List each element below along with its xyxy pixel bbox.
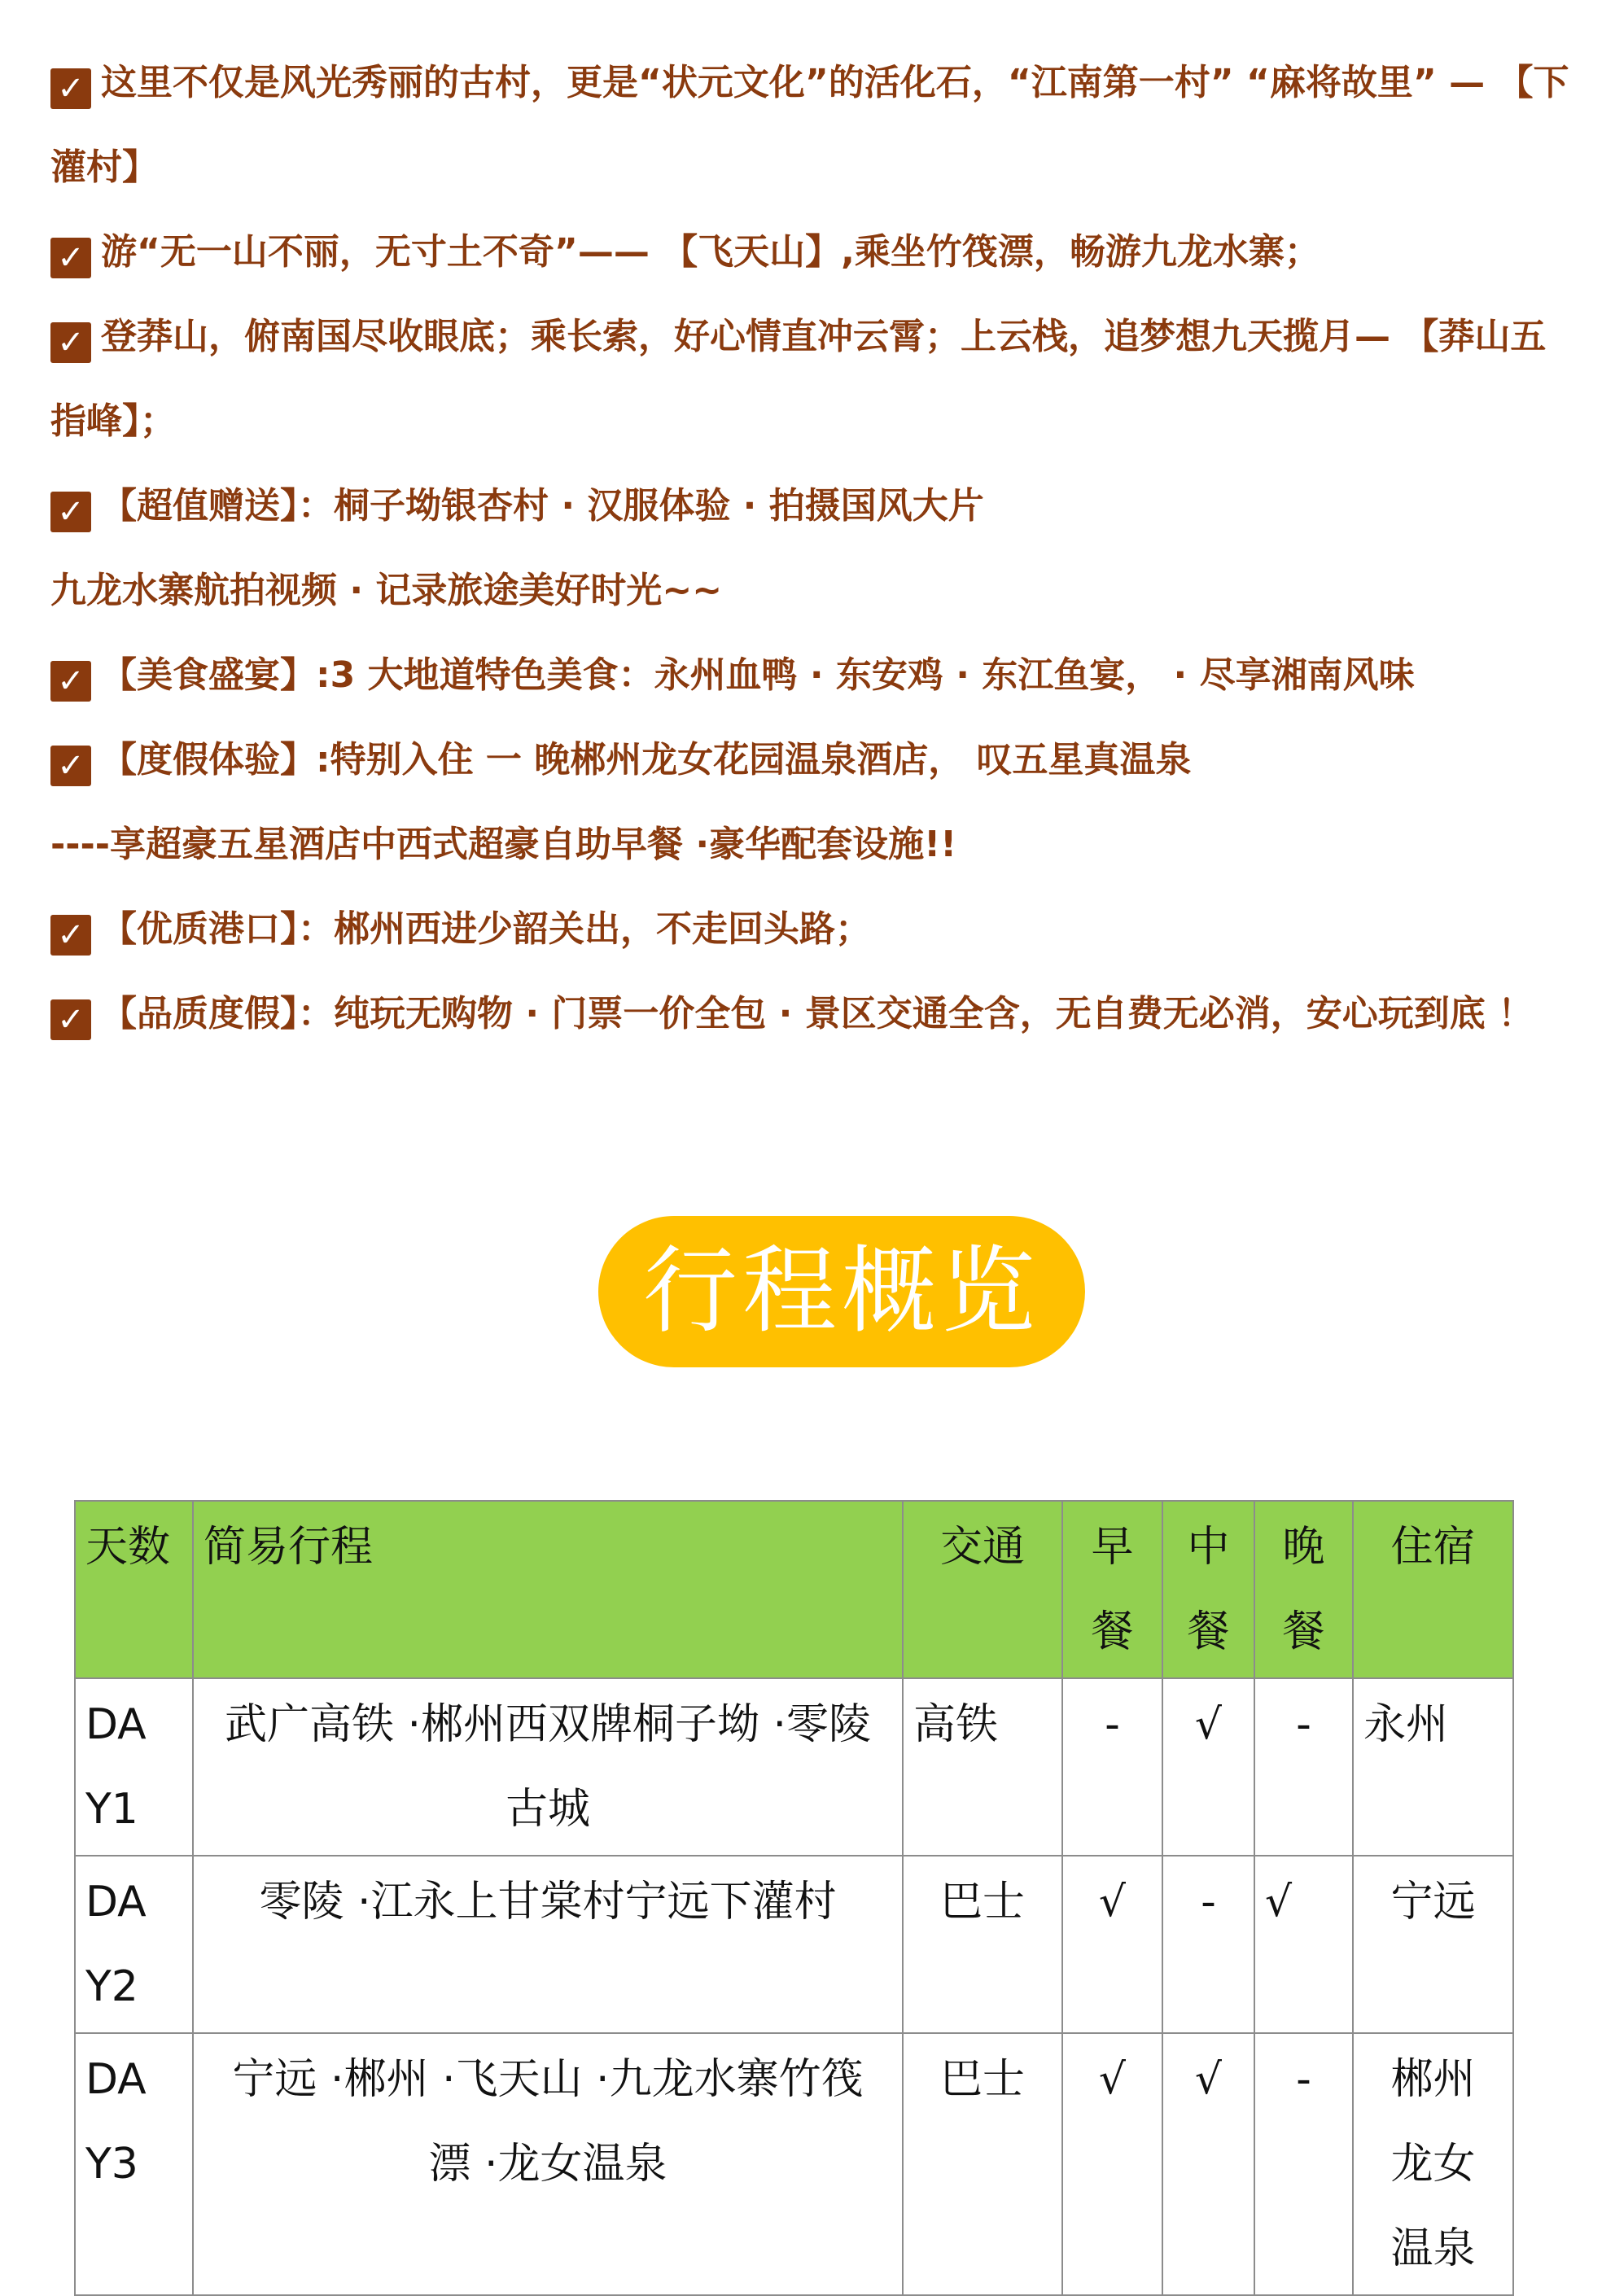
cell-lunch: √ bbox=[1162, 2033, 1254, 2295]
highlight-item bbox=[50, 633, 1581, 718]
itinerary-table bbox=[74, 1500, 1514, 2296]
cell-dinner: √ bbox=[1254, 1856, 1353, 2033]
cell-lodging: 宁远 bbox=[1353, 1856, 1513, 2033]
cell-lunch: - bbox=[1162, 1856, 1254, 2033]
highlight-item bbox=[50, 295, 1581, 464]
table-row bbox=[75, 2033, 1513, 2295]
highlight-text: 【美食盛宴】:3 大地道特色美食：永州血鸭 · 东安鸡 · 东江鱼宴， · 尽享湘南风味 bbox=[101, 654, 1415, 696]
highlight-item bbox=[50, 718, 1581, 803]
cell-lodging: 永州 bbox=[1353, 1678, 1513, 1856]
highlight-text: 游“无一山不丽，无寸土不奇”—— 【飞天山】,乘坐竹筏漂，畅游九龙水寨； bbox=[101, 231, 1320, 273]
checkbox-checked-icon: ✓ bbox=[50, 915, 91, 956]
checkbox-checked-icon: ✓ bbox=[50, 322, 91, 363]
highlight-text: 这里不仅是风光秀丽的古村，更是“状元文化”的活化石，“江南第一村” “麻将故里” — 【下灌村】 bbox=[50, 62, 1569, 188]
cell-route: 宁远 ·郴州 ·飞天山 ·九龙水寨竹筏 漂 ·龙女温泉 bbox=[193, 2033, 903, 2295]
section-title: 行程概览 bbox=[643, 1236, 1040, 1346]
table-row bbox=[75, 1856, 1513, 2033]
highlight-item bbox=[50, 41, 1581, 210]
highlight-text: 九龙水寨航拍视频 · 记录旅途美好时光~~ bbox=[50, 570, 723, 611]
cell-lodging: 郴州 龙女 温泉 bbox=[1353, 2033, 1513, 2295]
highlight-text: 【优质港口】：郴州西进少韶关出，不走回头路； bbox=[101, 908, 871, 950]
cell-breakfast: - bbox=[1062, 1678, 1162, 1856]
cell-lunch: √ bbox=[1162, 1678, 1254, 1856]
checkbox-checked-icon: ✓ bbox=[50, 746, 91, 786]
highlight-item bbox=[50, 972, 1581, 1056]
cell-transport: 高铁 bbox=[903, 1678, 1062, 1856]
cell-transport: 巴士 bbox=[903, 1856, 1062, 2033]
header-dinner: 晚 餐 bbox=[1254, 1501, 1353, 1678]
cell-breakfast: √ bbox=[1062, 2033, 1162, 2295]
cell-dinner: - bbox=[1254, 2033, 1353, 2295]
header-transport: 交通 bbox=[903, 1501, 1062, 1678]
checkbox-checked-icon: ✓ bbox=[50, 492, 91, 532]
highlight-item bbox=[50, 464, 1581, 549]
checkbox-checked-icon: ✓ bbox=[50, 999, 91, 1040]
header-breakfast: 早 餐 bbox=[1062, 1501, 1162, 1678]
cell-day: DA Y1 bbox=[75, 1678, 193, 1856]
cell-route: 零陵 ·江永上甘棠村宁远下灌村 bbox=[193, 1856, 903, 2033]
header-lunch: 中 餐 bbox=[1162, 1501, 1254, 1678]
cell-dinner: - bbox=[1254, 1678, 1353, 1856]
cell-transport: 巴士 bbox=[903, 2033, 1062, 2295]
cell-day: DA Y3 bbox=[75, 2033, 193, 2295]
cell-day: DA Y2 bbox=[75, 1856, 193, 2033]
highlight-text: ----享超豪五星酒店中西式超豪自助早餐 ·豪华配套设施!! bbox=[50, 824, 957, 865]
header-lodging: 住宿 bbox=[1353, 1501, 1513, 1678]
highlight-item bbox=[50, 210, 1581, 295]
table-row bbox=[75, 1678, 1513, 1856]
header-day: 天数 bbox=[75, 1501, 193, 1678]
highlight-text: 登莽山，俯南国尽收眼底；乘长索，好心情直冲云霄；上云栈，追梦想九天揽月— 【莽山五指峰】； bbox=[50, 316, 1547, 442]
highlight-item bbox=[50, 549, 1581, 633]
table-header-row bbox=[75, 1501, 1513, 1678]
checkbox-checked-icon: ✓ bbox=[50, 661, 91, 702]
checkbox-checked-icon: ✓ bbox=[50, 68, 91, 109]
highlight-text: 【超值赠送】：桐子坳银杏村 · 汉服体验 · 拍摄国风大片 bbox=[101, 485, 984, 527]
section-title-badge bbox=[598, 1216, 1085, 1367]
cell-route: 武广高铁 ·郴州西双牌桐子坳 ·零陵 古城 bbox=[193, 1678, 903, 1856]
highlights-list bbox=[50, 41, 1581, 1056]
highlight-text: 【品质度假】：纯玩无购物 · 门票一价全包 · 景区交通全含，无自费无必消，安心玩到底 ！ bbox=[101, 993, 1534, 1034]
highlight-item bbox=[50, 887, 1581, 972]
highlight-item bbox=[50, 803, 1581, 887]
cell-breakfast: √ bbox=[1062, 1856, 1162, 2033]
highlight-text: 【度假体验】:特别入住 一 晚郴州龙女花园温泉酒店， 叹五星真温泉 bbox=[101, 739, 1192, 781]
checkbox-checked-icon: ✓ bbox=[50, 238, 91, 278]
header-route: 简易行程 bbox=[193, 1501, 903, 1678]
